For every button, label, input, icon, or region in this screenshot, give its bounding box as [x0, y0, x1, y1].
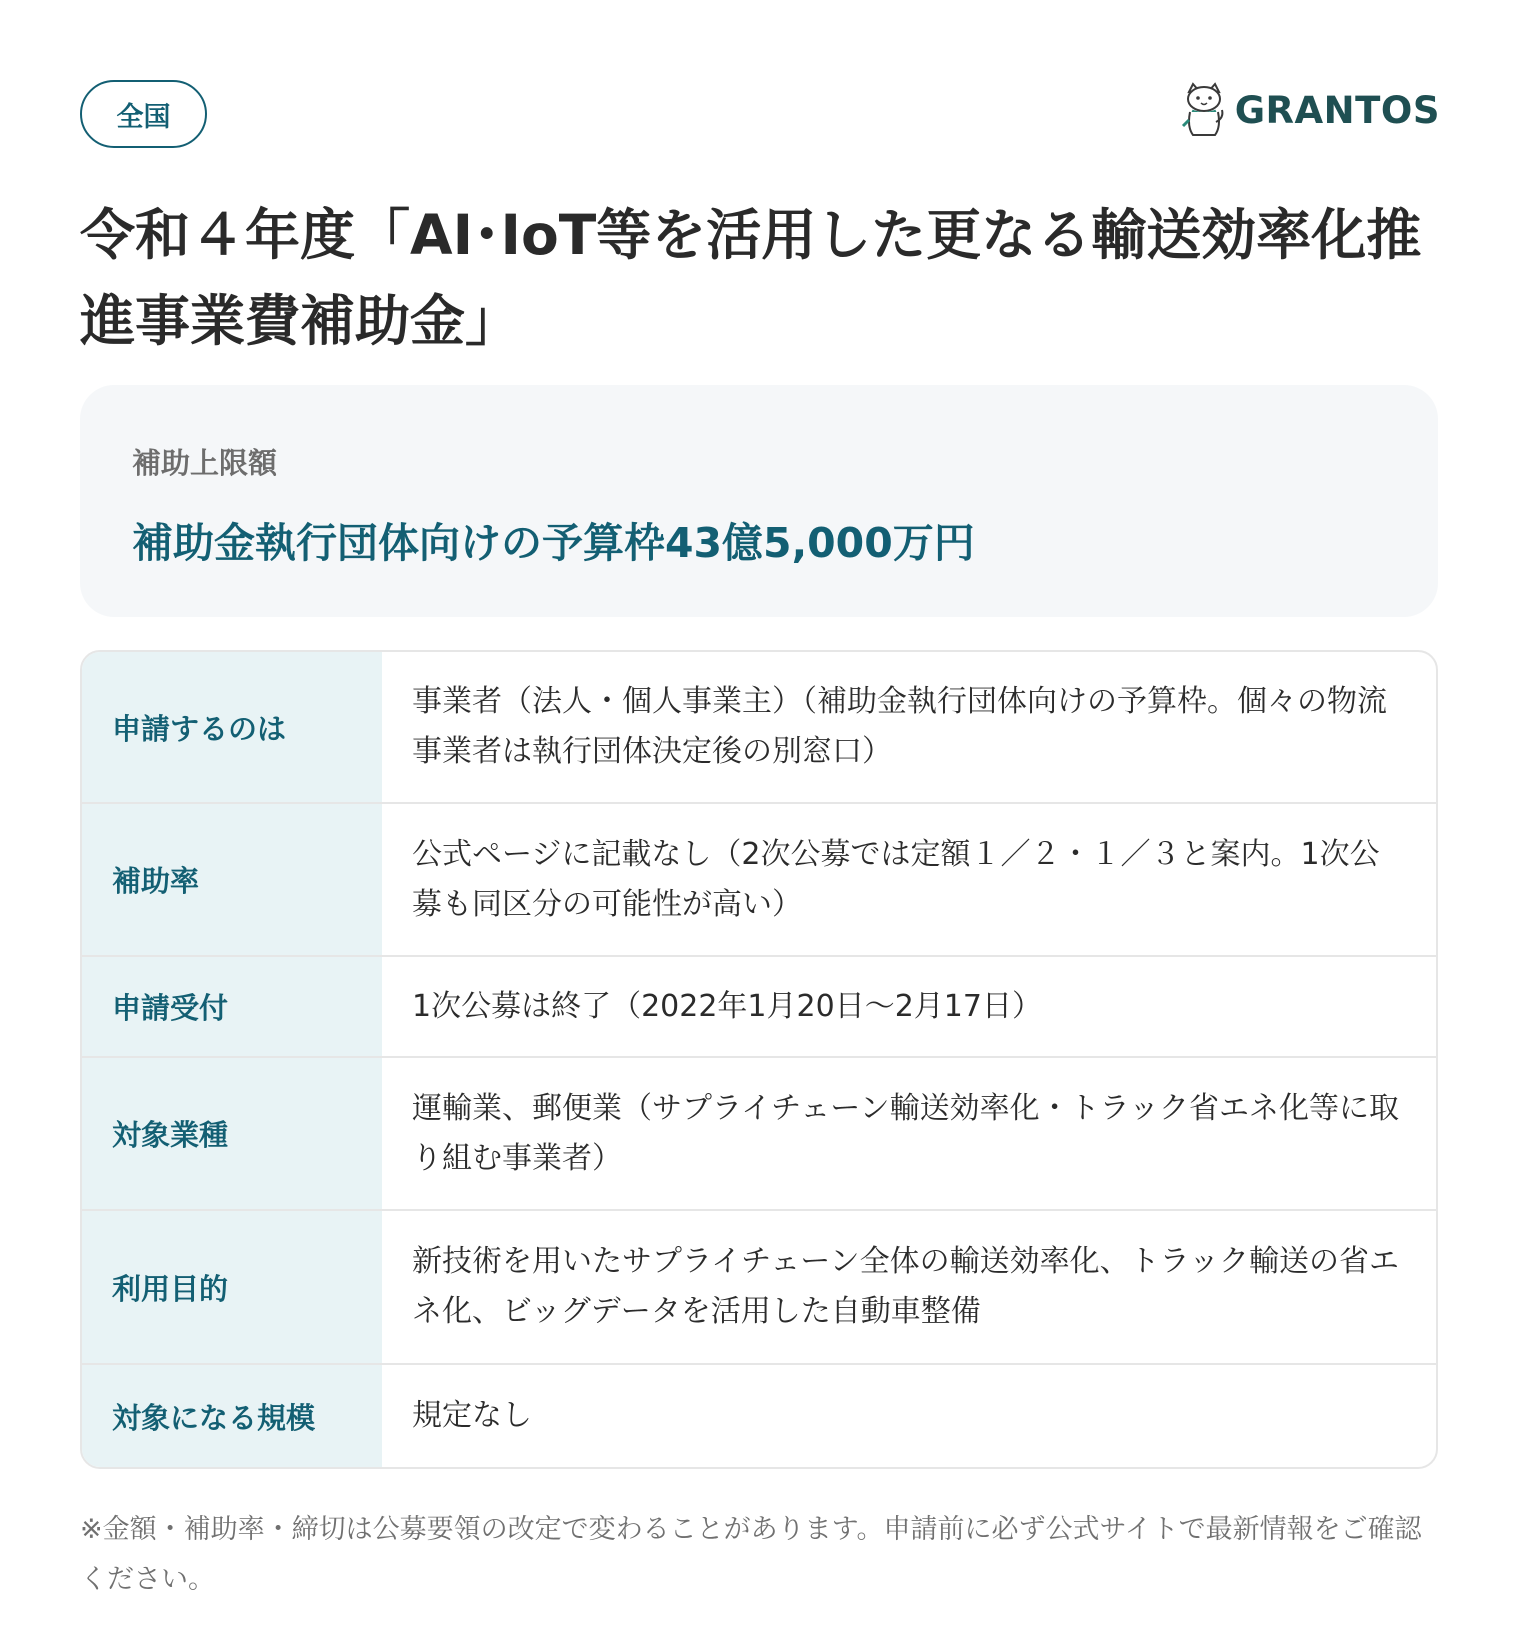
row-value: 1次公募は終了（2022年1月20日〜2月17日）: [412, 988, 1042, 1024]
logo-text: GRANTOS: [1234, 88, 1440, 132]
info-table: [80, 650, 1438, 1469]
table-row: [82, 804, 1436, 957]
table-row: [82, 1211, 1436, 1365]
limit-box: [80, 385, 1438, 617]
region-badge: 全国: [80, 80, 207, 148]
table-row: [82, 1058, 1436, 1211]
table-row: [82, 957, 1436, 1058]
table-row: [82, 652, 1436, 804]
row-value: 運輸業、郵便業（サプライチェーン輸送効率化・トラック省エネ化等に取り組む事業者）: [412, 1090, 1399, 1176]
limit-label: 補助上限額: [132, 446, 278, 480]
grantos-logo[interactable]: [1181, 82, 1440, 138]
row-label: 申請するのは: [82, 652, 382, 802]
row-label: 利用目的: [82, 1211, 382, 1363]
row-value: 新技術を用いたサプライチェーン全体の輸送効率化、トラック輸送の省エネ化、ビッグデータを活用した自動車整備: [412, 1244, 1399, 1329]
row-value: 規定なし: [412, 1398, 532, 1433]
row-label: 対象業種: [82, 1058, 382, 1209]
row-label: 補助率: [82, 804, 382, 955]
row-label: 申請受付: [82, 957, 382, 1056]
limit-value: 補助金執行団体向けの予算枠43億5,000万円: [132, 519, 975, 567]
row-value: 公式ページに記載なし（2次公募では定額１／２・１／３と案内。1次公募も同区分の可能性が高い）: [412, 836, 1380, 922]
page-title: 令和４年度「AI･IoT等を活用した更なる輸送効率化推進事業費補助金」: [80, 203, 1422, 353]
table-row: [82, 1365, 1436, 1467]
row-label: 対象になる規模: [82, 1365, 382, 1467]
row-value: 事業者（法人・個人事業主）（補助金執行団体向けの予算枠。個々の物流事業者は執行団体決定後の別窓口）: [412, 684, 1387, 769]
footnote: ※金額・補助率・締切は公募要領の改定で変わることがあります。申請前に必ず公式サイトで最新情報をご確認ください。: [80, 1514, 1422, 1595]
lucky-cat-icon: [1181, 82, 1227, 138]
